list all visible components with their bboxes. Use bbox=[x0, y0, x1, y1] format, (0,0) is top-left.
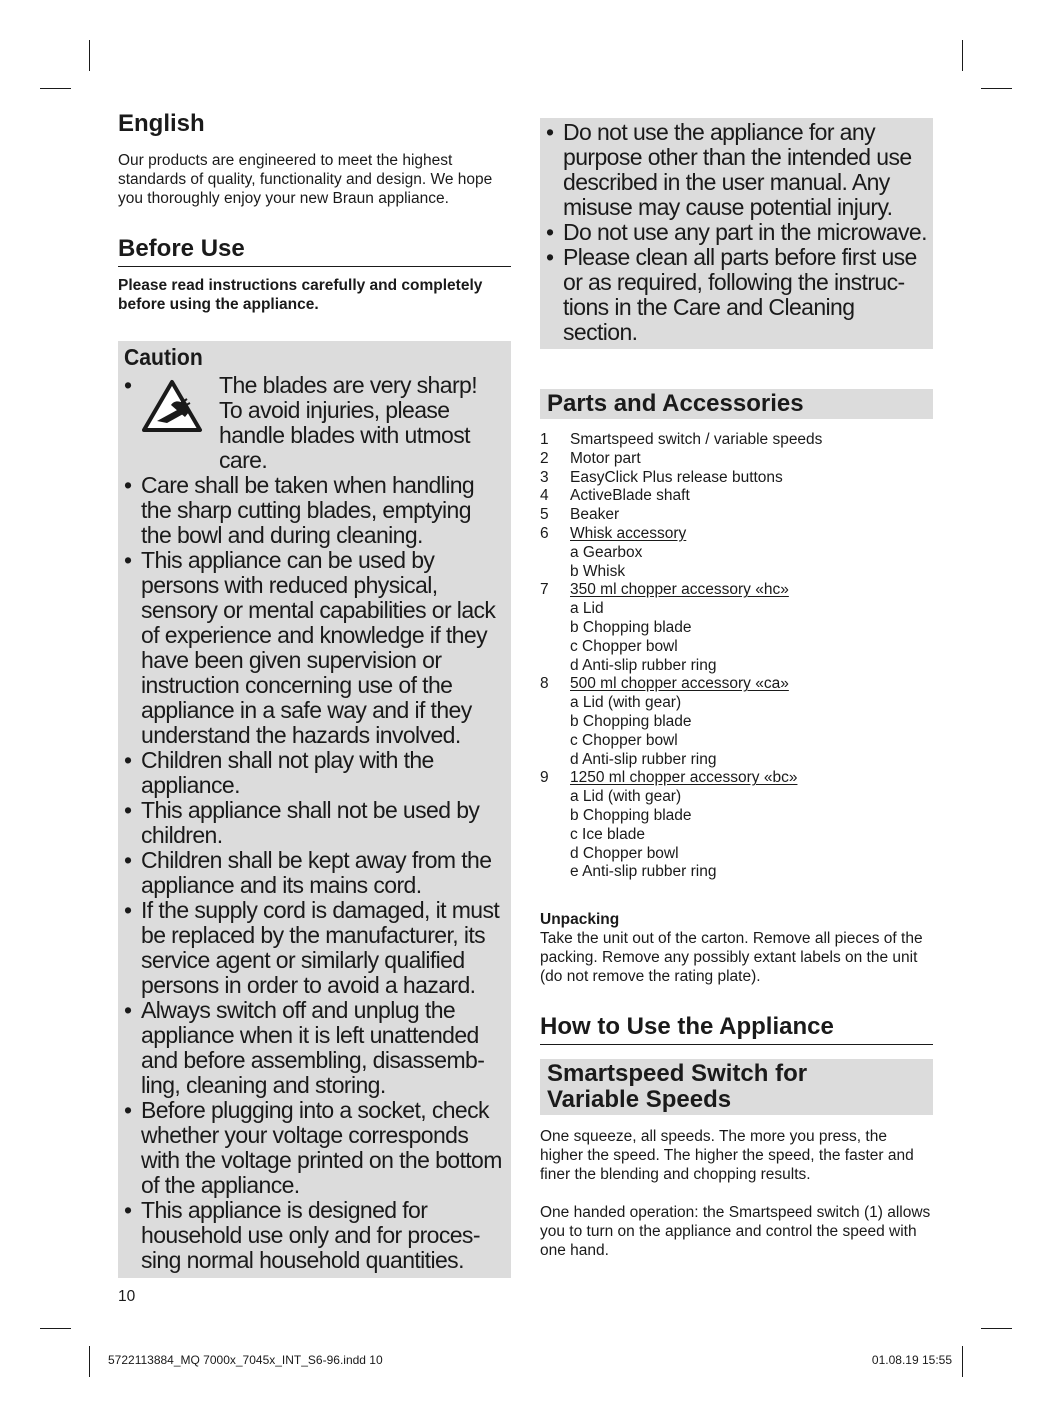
parts-list-item bbox=[540, 431, 933, 450]
caution-item-text: The blades are very sharp! To avoid injuries, please handle blades with utmost care. bbox=[219, 371, 477, 473]
caution-item: • This appliance can be used by persons with reduced physical, sensory or mental capabilities or lack of experience and knowledge if they have been given supervision or instruction concerning use of the appliance in a safe way and if they understand the hazards involved. bbox=[124, 546, 496, 748]
crop-mark bbox=[40, 1328, 71, 1329]
before-use-heading: Before Use bbox=[118, 235, 511, 267]
caution-item-text: Please clean all parts before first use or as required, following the instruc-tions in the Care and Cleaning section. bbox=[563, 244, 917, 345]
part-label: Whisk accessory bbox=[570, 524, 687, 542]
smartspeed-heading bbox=[540, 1059, 933, 1115]
part-label: EasyClick Plus release buttons bbox=[570, 468, 783, 486]
part-subitem: b Chopping blade bbox=[570, 712, 692, 730]
part-subitem: b Chopping blade bbox=[570, 806, 692, 824]
part-number: 1 bbox=[540, 431, 549, 448]
part-subitem: c Ice blade bbox=[570, 825, 645, 843]
language-title: English bbox=[118, 110, 205, 137]
caution-item-text: This appliance can be used by persons with reduced physical, sensory or mental capabilities or lack of experience and knowledge if they have been given supervision or instruction concerning use of the appliance in a safe way and if they understand the hazards involved. bbox=[141, 546, 496, 748]
part-subitem: c Chopper bowl bbox=[570, 637, 678, 655]
intro-paragraph: Our products are engineered to meet the highest standards of quality, functionality and design. We hope you thoroughly enjoy your new Braun appliance. bbox=[118, 151, 493, 207]
smartspeed-heading-line: Smartspeed Switch for bbox=[547, 1059, 808, 1087]
part-subitem: d Chopper bowl bbox=[570, 844, 679, 862]
right-column bbox=[540, 118, 933, 1260]
page-number: 10 bbox=[118, 1288, 136, 1305]
part-number: 4 bbox=[540, 487, 549, 505]
part-number: 7 bbox=[540, 581, 549, 599]
caution-item-text: This appliance shall not be used by children. bbox=[141, 796, 480, 848]
crop-mark bbox=[89, 1346, 90, 1377]
caution-item: • If the supply cord is damaged, it must be replaced by the manufacturer, its service agent or similarly qualified persons in order to avoid a hazard. bbox=[124, 896, 500, 998]
part-label: Smartspeed switch / variable speeds bbox=[570, 431, 823, 448]
part-subitem: a Gearbox bbox=[570, 543, 643, 561]
caution-item-text: Care shall be taken when handling the sharp cutting blades, emptying the bowl and during cleaning. bbox=[141, 471, 475, 548]
caution-item: • Children shall not play with the appliance. bbox=[124, 746, 434, 798]
caution-item-text: Do not use the appliance for any purpose other than the intended use described in the user manual. Any misuse may cause potential injury. bbox=[563, 119, 912, 220]
caution-item-text: This appliance is designed for household use only and for proces-sing normal household quantities. bbox=[141, 1196, 480, 1273]
sharp-blade-warning-icon bbox=[141, 373, 219, 473]
part-subitem: a Lid (with gear) bbox=[570, 788, 682, 806]
parts-list-item bbox=[540, 487, 933, 506]
parts-list bbox=[540, 431, 933, 882]
part-subitem: c Chopper bowl bbox=[570, 731, 678, 749]
caution-item: • Before plugging into a socket, check whether your voltage corresponds with the voltage printed on the bottom of the appliance. bbox=[124, 1096, 502, 1198]
caution-item-text: Children shall not play with the appliance. bbox=[141, 746, 434, 798]
how-to-use-heading: How to Use the Appliance bbox=[540, 1013, 933, 1045]
parts-list-item bbox=[540, 769, 933, 788]
left-column bbox=[118, 110, 511, 1278]
caution-item: • Children shall be kept away from the appliance and its mains cord. bbox=[124, 846, 492, 898]
part-label: 350 ml chopper accessory «hc» bbox=[570, 581, 789, 599]
caution-item: • Do not use any part in the microwave. bbox=[546, 219, 927, 245]
smartspeed-paragraph: One squeeze, all speeds. The more you press, the higher the speed. The higher the speed, the faster and finer the blending and chopping results. bbox=[540, 1127, 914, 1183]
parts-heading: Parts and Accessories bbox=[540, 389, 933, 419]
caution-list bbox=[124, 373, 505, 1273]
part-label: Motor part bbox=[570, 449, 641, 467]
caution-box bbox=[118, 341, 511, 1278]
caution-item: • Do not use the appliance for any purpose other than the intended use described in the user manual. Any misuse may cause potential injury. bbox=[546, 119, 912, 220]
parts-list-item bbox=[540, 506, 933, 525]
crop-mark bbox=[962, 40, 963, 71]
unpacking-heading: Unpacking bbox=[540, 911, 620, 929]
caution-item: • This appliance shall not be used by children. bbox=[124, 796, 480, 848]
part-number: 5 bbox=[540, 506, 549, 524]
part-subitem: d Anti-slip rubber ring bbox=[570, 750, 717, 768]
caution-item: • Care shall be taken when handling the sharp cutting blades, emptying the bowl and during cleaning. bbox=[124, 471, 475, 548]
parts-list-item bbox=[540, 525, 933, 544]
unpacking-section bbox=[540, 910, 933, 986]
caution-item-text: Children shall be kept away from the appliance and its mains cord. bbox=[141, 846, 492, 898]
unpacking-text: Take the unit out of the carton. Remove all pieces of the packing. Remove any possibly extant labels on the unit (do not remove the rating plate). bbox=[540, 930, 923, 986]
part-label: 1250 ml chopper accessory «bc» bbox=[570, 769, 798, 787]
part-label: Beaker bbox=[570, 506, 620, 524]
part-number: 9 bbox=[540, 769, 549, 787]
part-subitem: a Lid bbox=[570, 600, 604, 618]
before-use-instruction: Please read instructions carefully and completely before using the appliance. bbox=[118, 276, 483, 313]
part-number: 3 bbox=[540, 468, 549, 486]
crop-mark bbox=[962, 1346, 963, 1377]
caution-continued-list bbox=[546, 120, 927, 345]
parts-list-item bbox=[540, 675, 933, 694]
caution-item: • This appliance is designed for household use only and for proces-sing normal household quantities. bbox=[124, 1196, 480, 1273]
caution-item-text: If the supply cord is damaged, it must be replaced by the manufacturer, its service agent or similarly qualified persons in order to avoid a hazard. bbox=[141, 896, 500, 998]
smartspeed-heading-line: Variable Speeds bbox=[547, 1085, 732, 1113]
caution-item-text: Always switch off and unplug the appliance when it is left unattended and before assembling, disassemb-ling, cleaning and storing. bbox=[141, 996, 485, 1098]
part-subitem: a Lid (with gear) bbox=[570, 694, 682, 712]
part-label: 500 ml chopper accessory «ca» bbox=[570, 675, 789, 693]
crop-mark bbox=[40, 88, 71, 89]
parts-list-item bbox=[540, 450, 933, 469]
caution-continued-box bbox=[540, 118, 933, 349]
caution-item-text: Before plugging into a socket, check whether your voltage corresponds with the voltage printed on the bottom of the appliance. bbox=[141, 1096, 502, 1198]
part-subitem: e Anti-slip rubber ring bbox=[570, 863, 717, 881]
footer-file-name: 5722113884_MQ 7000x_7045x_INT_S6-96.indd 10 bbox=[108, 1353, 383, 1367]
parts-list-item bbox=[540, 469, 933, 488]
part-number: 8 bbox=[540, 675, 549, 693]
parts-list-item bbox=[540, 581, 933, 600]
part-subitem: d Anti-slip rubber ring bbox=[570, 656, 717, 674]
caution-item: • Please clean all parts before first use or as required, following the instruc-tions in the Care and Cleaning section. bbox=[546, 244, 917, 345]
caution-item: • The blades are very sharp! To avoid injuries, please handle blades with utmost care. bbox=[124, 373, 505, 473]
part-subitem: b Whisk bbox=[570, 562, 626, 580]
caution-title: Caution bbox=[124, 343, 203, 370]
part-subitem: b Chopping blade bbox=[570, 618, 692, 636]
crop-mark bbox=[981, 88, 1012, 89]
smartspeed-paragraph: One handed operation: the Smartspeed switch (1) allows you to turn on the appliance and control the speed with one hand. bbox=[540, 1203, 931, 1259]
crop-mark bbox=[981, 1328, 1012, 1329]
part-label: ActiveBlade shaft bbox=[570, 487, 690, 505]
crop-mark bbox=[89, 40, 90, 71]
part-number: 2 bbox=[540, 449, 549, 467]
part-number: 6 bbox=[540, 524, 549, 542]
footer-date-time: 01.08.19 15:55 bbox=[871, 1353, 952, 1367]
caution-item: • Always switch off and unplug the appliance when it is left unattended and before assembling, disassemb-ling, cleaning and storing. bbox=[124, 996, 485, 1098]
caution-item-text: Do not use any part in the microwave. bbox=[563, 219, 927, 245]
